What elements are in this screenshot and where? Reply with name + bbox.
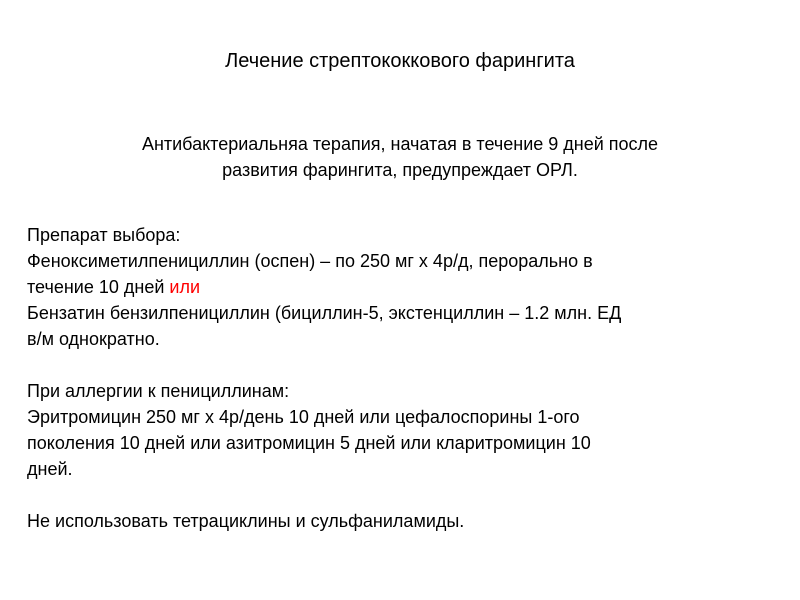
choice-line-text: течение 10 дней: [27, 277, 170, 297]
choice-line: Бензатин бензилпенициллин (бициллин-5, экстенциллин – 1.2 млн. ЕД: [27, 303, 622, 323]
allergy-line: поколения 10 дней или азитромицин 5 дней или кларитромицин 10: [27, 433, 591, 453]
slide-title: Лечение стрептококкового фарингита: [225, 50, 575, 72]
choice-line: [27, 274, 777, 300]
spacer: [27, 482, 777, 508]
allergy-line: Эритромицин 250 мг х 4р/день 10 дней или цефалоспорины 1-ого: [27, 407, 580, 427]
allergy-line: дней.: [27, 459, 73, 479]
intro-line: Антибактериальняа терапия, начатая в течение 9 дней после: [141, 134, 659, 154]
treatment-body: [27, 222, 777, 534]
allergy-heading: При аллергии к пенициллинам:: [27, 381, 290, 401]
choice-line: Феноксиметилпенициллин (оспен) – по 250 мг х 4р/д, перорально в: [27, 251, 593, 271]
intro-line: развития фарингита, предупреждает ОРЛ.: [222, 160, 578, 180]
spacer: [27, 352, 777, 378]
or-highlight: или: [169, 277, 201, 297]
intro-paragraph: [40, 131, 760, 183]
choice-line: в/м однократно.: [27, 329, 160, 349]
choice-heading: Препарат выбора:: [27, 225, 181, 245]
warning-note: Не использовать тетрациклины и сульфаниламиды.: [27, 511, 465, 531]
